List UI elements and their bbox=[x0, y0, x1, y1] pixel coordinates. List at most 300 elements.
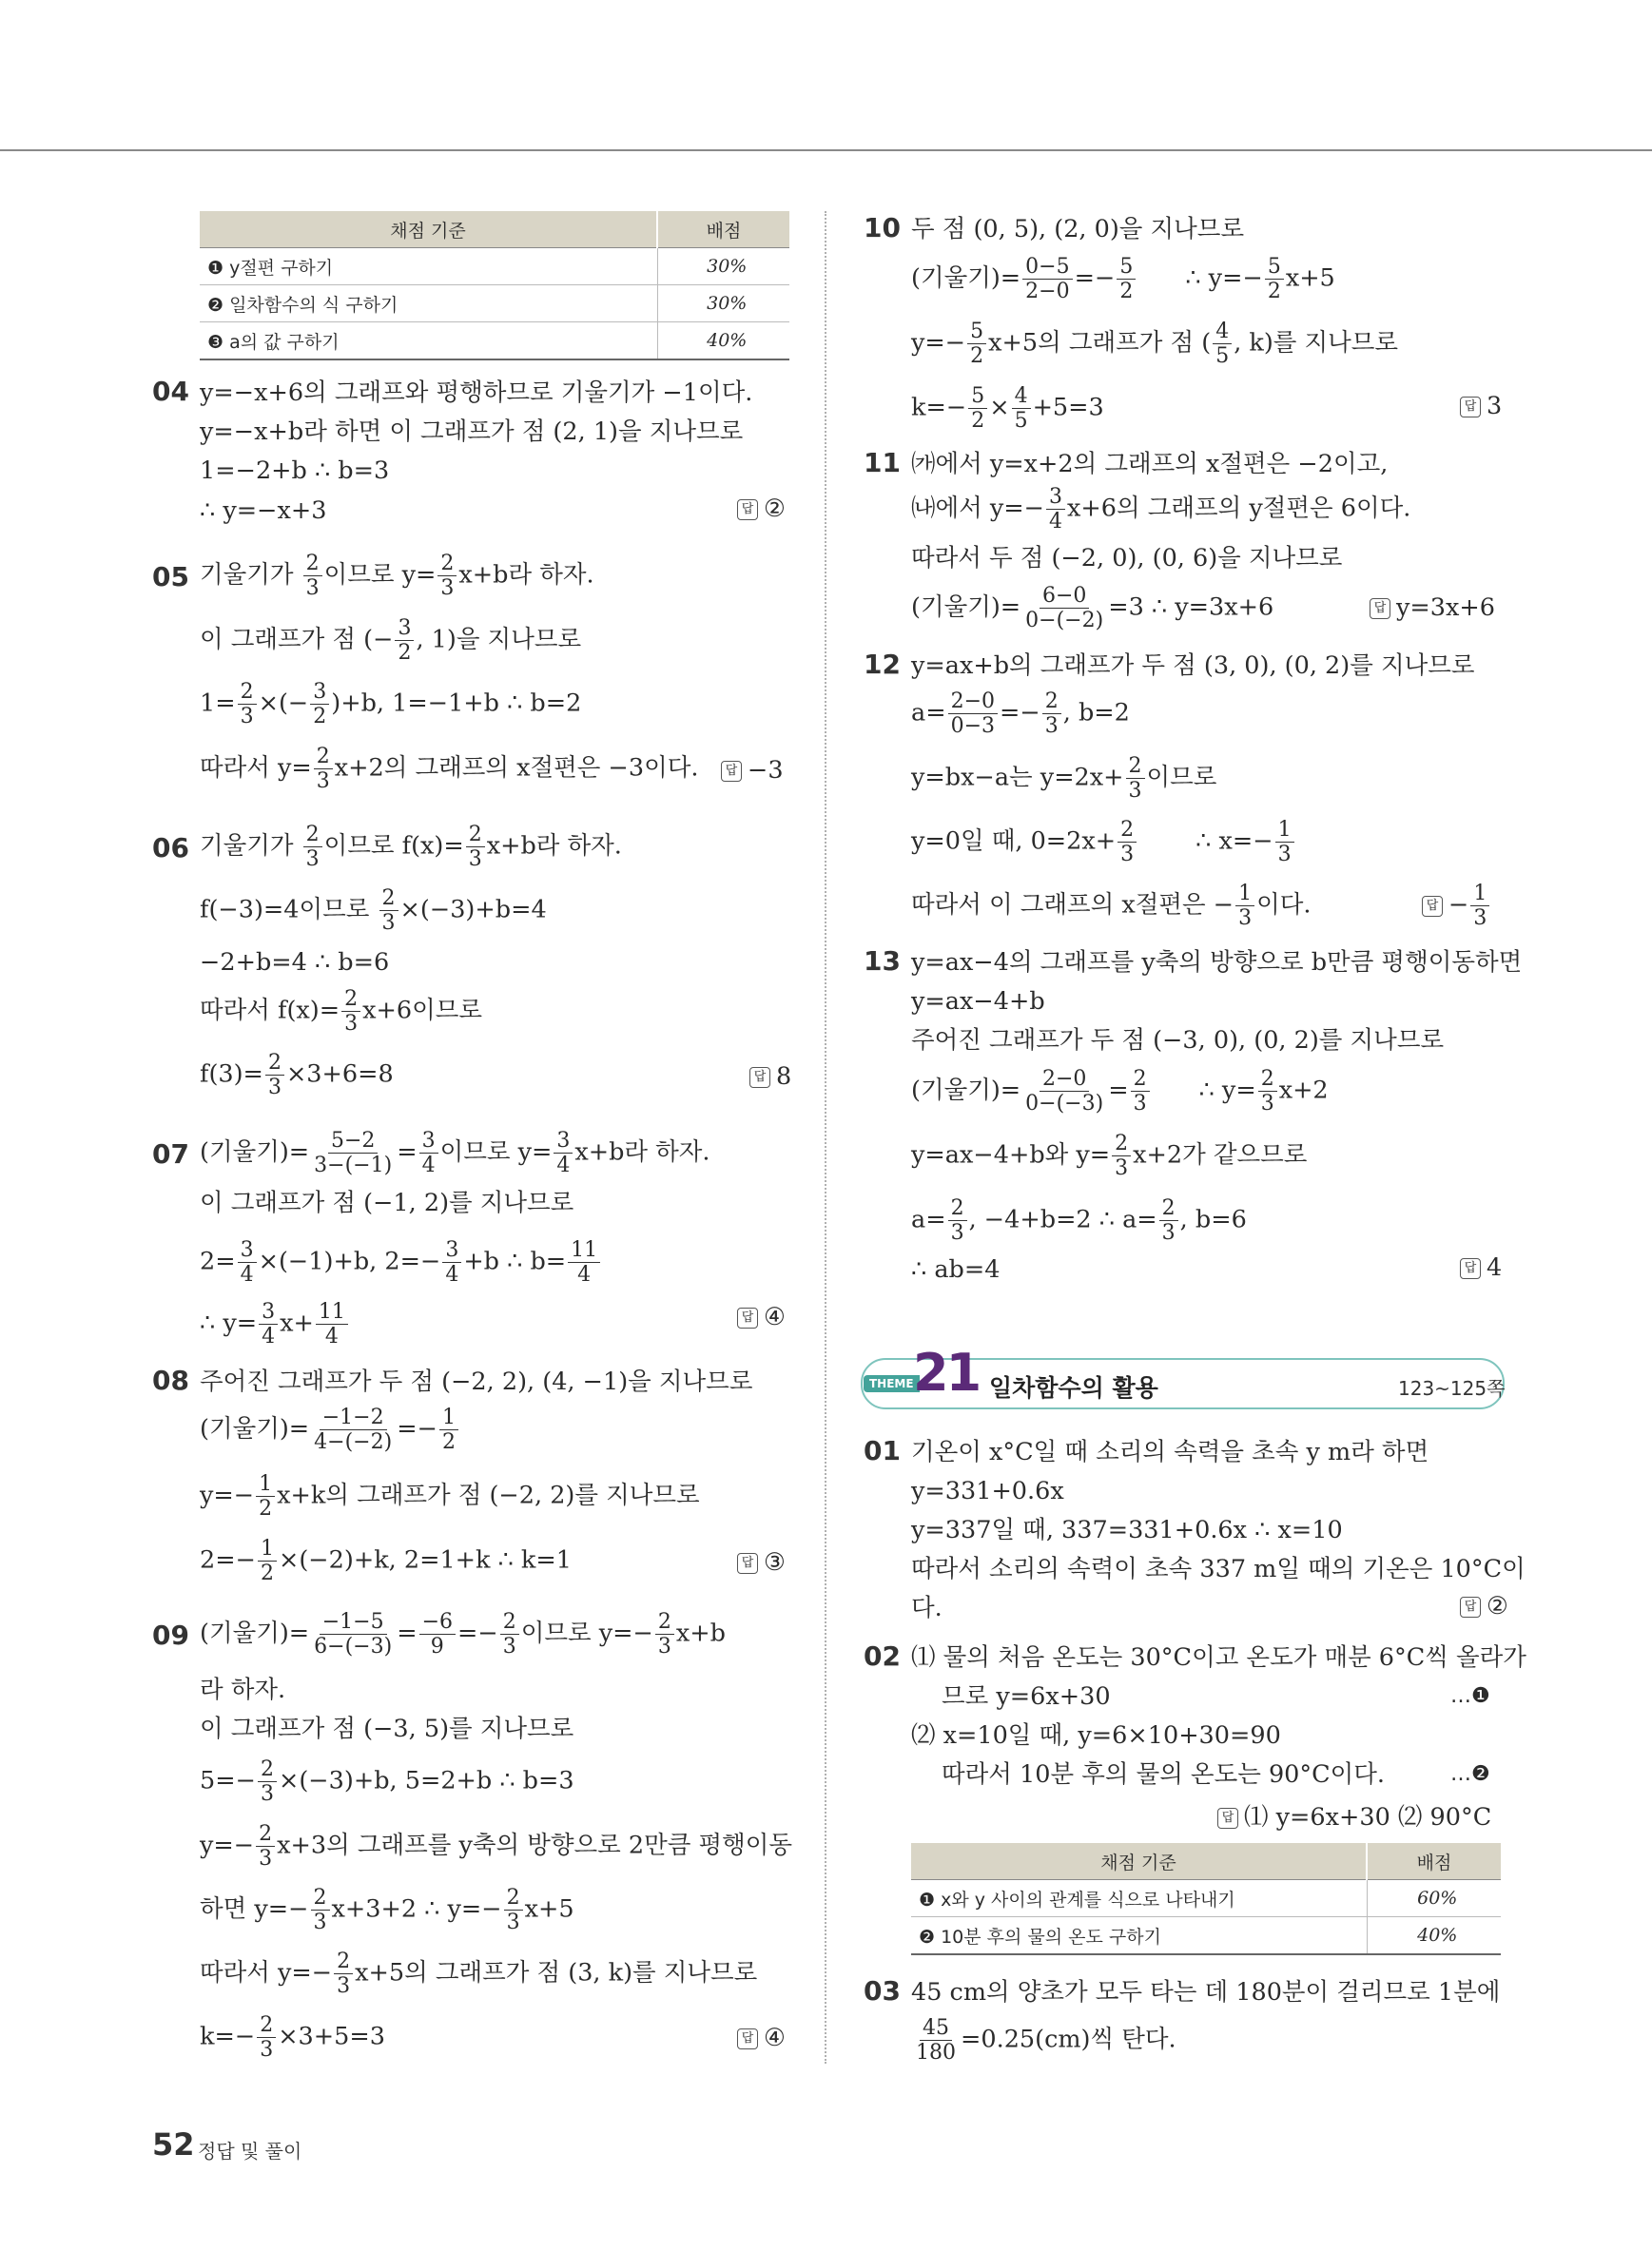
denominator: 4 bbox=[240, 1263, 254, 1287]
denominator: 0−3 bbox=[950, 714, 996, 738]
numerator: 3 bbox=[1046, 485, 1065, 510]
answer-value: y=3x+6 bbox=[1396, 593, 1495, 622]
fraction bbox=[439, 1406, 458, 1454]
solution-line: 이 그래프가 점 (−3, 5)를 지나므로 bbox=[200, 1715, 574, 1743]
answer bbox=[1422, 882, 1491, 930]
fraction bbox=[1235, 882, 1254, 930]
score-row-points: 30% bbox=[657, 285, 789, 322]
numerator: −1−2 bbox=[320, 1406, 387, 1430]
answer-value: ② bbox=[764, 495, 786, 523]
fraction bbox=[379, 886, 398, 935]
fraction bbox=[1112, 1132, 1131, 1180]
denominator: 3 bbox=[313, 1911, 327, 1934]
fraction bbox=[238, 1238, 257, 1287]
score-row-criteria: ❷ 10분 후의 물의 온도 구하기 bbox=[911, 1917, 1367, 1955]
fraction bbox=[265, 1051, 284, 1099]
solution-line bbox=[911, 384, 1104, 433]
fraction bbox=[1022, 1067, 1106, 1116]
numerator: 11 bbox=[568, 1238, 600, 1263]
answer bbox=[737, 1548, 786, 1577]
solution-line bbox=[911, 255, 1335, 303]
solution-line bbox=[200, 1886, 574, 1934]
solution-line bbox=[911, 1132, 1307, 1180]
denominator: 3 bbox=[1115, 1156, 1129, 1180]
answer-value: 3 bbox=[1487, 392, 1503, 420]
denominator: 3 bbox=[1473, 906, 1487, 930]
solution-line bbox=[200, 1537, 572, 1585]
solution-line: ∴ y=−x+3 bbox=[200, 496, 327, 525]
solution-line bbox=[911, 882, 1312, 930]
text: k=− bbox=[911, 393, 967, 422]
solution-line bbox=[200, 1950, 757, 1998]
numerator: 2 bbox=[466, 823, 485, 847]
fraction bbox=[256, 1822, 275, 1871]
answer-icon: 답 bbox=[721, 761, 742, 782]
text: (기울기)= bbox=[200, 1137, 310, 1167]
numerator: 3 bbox=[238, 1238, 257, 1263]
answer-icon: 답 bbox=[1460, 397, 1481, 417]
solution-line: 1=−2+b ∴ b=3 bbox=[200, 456, 390, 485]
solution-line bbox=[200, 1822, 792, 1871]
denominator: 0−(−3) bbox=[1025, 1092, 1104, 1116]
numerator: 1 bbox=[256, 1472, 275, 1497]
denominator: 4 bbox=[445, 1263, 459, 1287]
fraction bbox=[1258, 1067, 1277, 1116]
solution-line: ㈎에서 y=x+2의 그래프의 x절편은 −2이고, bbox=[911, 450, 1389, 478]
text: 따라서 y= bbox=[200, 753, 312, 783]
answer bbox=[1217, 1798, 1491, 1833]
text: 2= bbox=[200, 1247, 236, 1276]
theme-number: 21 bbox=[913, 1343, 980, 1403]
text: x+3의 그래프를 y축의 방향으로 2만큼 평행이동 bbox=[277, 1831, 793, 1860]
text: 이므로 y= bbox=[439, 1137, 553, 1167]
denominator: 4 bbox=[556, 1154, 571, 1177]
numerator: 2−0 bbox=[948, 689, 998, 714]
score-row-criteria: ❸ a의 값 구하기 bbox=[200, 322, 657, 360]
denominator: 3 bbox=[381, 911, 396, 935]
text: x+6의 그래프의 y절편은 6이다. bbox=[1067, 494, 1411, 523]
text: x+2가 같으므로 bbox=[1133, 1140, 1308, 1170]
solution-line bbox=[911, 320, 1398, 368]
theme-tag: THEME bbox=[864, 1375, 920, 1392]
problem-number: 13 bbox=[864, 945, 901, 977]
numerator: 5−2 bbox=[328, 1129, 378, 1154]
step-marker: …❷ bbox=[1450, 1762, 1490, 1786]
fraction bbox=[1126, 754, 1145, 803]
fraction bbox=[310, 680, 329, 728]
numerator: 1 bbox=[1275, 818, 1294, 843]
fraction bbox=[311, 1406, 395, 1454]
solution-line bbox=[911, 818, 1296, 866]
answer-icon: 답 bbox=[749, 1067, 770, 1088]
text: +b ∴ b= bbox=[463, 1247, 567, 1276]
solution-line bbox=[911, 1067, 1329, 1116]
score-row-criteria: ❶ x와 y 사이의 관계를 식으로 나타내기 bbox=[911, 1880, 1367, 1917]
problem-number: 05 bbox=[152, 561, 189, 592]
answer bbox=[1460, 1253, 1502, 1282]
solution-line bbox=[200, 1757, 574, 1806]
text: 이므로 f(x)= bbox=[323, 831, 464, 861]
solution-line: 이 그래프가 점 (−1, 2)를 지나므로 bbox=[200, 1189, 574, 1217]
text: ×(−2)+k, 2=1+k ∴ k=1 bbox=[278, 1545, 572, 1575]
fraction bbox=[257, 2013, 276, 2062]
text: 하면 y=− bbox=[200, 1894, 309, 1924]
answer-icon: 답 bbox=[737, 1553, 758, 1574]
numerator: 2 bbox=[500, 1610, 519, 1635]
fraction bbox=[316, 1300, 348, 1349]
answer bbox=[1460, 392, 1502, 420]
solution-line: y=331+0.6x bbox=[911, 1477, 1064, 1505]
score-header-criteria: 채점 기준 bbox=[911, 1843, 1367, 1880]
answer-value: ⑴ y=6x+30 ⑵ 90°C bbox=[1244, 1803, 1492, 1832]
denominator: 3−(−1) bbox=[314, 1154, 393, 1177]
solution-line: 다. bbox=[911, 1594, 943, 1622]
solution-line bbox=[200, 745, 698, 793]
denominator: 2 bbox=[1267, 280, 1281, 303]
numerator: 3 bbox=[259, 1300, 278, 1325]
fraction bbox=[500, 1610, 519, 1659]
fraction bbox=[1118, 818, 1137, 866]
solution-line: ⑵ x=10일 때, y=6×10+30=90 bbox=[911, 1721, 1281, 1750]
score-table-bottom bbox=[911, 1843, 1501, 1955]
numerator: 11 bbox=[316, 1300, 348, 1325]
numerator: −6 bbox=[419, 1610, 456, 1635]
solution-line: 45 cm의 양초가 모두 타는 데 180분이 걸리므로 1분에 bbox=[911, 1978, 1501, 2007]
problem-number: 04 bbox=[152, 376, 189, 407]
solution-line bbox=[200, 1300, 350, 1349]
text: , 1)을 지나므로 bbox=[416, 625, 582, 654]
answer bbox=[737, 1303, 786, 1331]
text: k=− bbox=[200, 2022, 256, 2051]
fraction bbox=[419, 1610, 456, 1659]
solution-line bbox=[911, 689, 1130, 738]
text: x+3+2 ∴ y=− bbox=[331, 1894, 502, 1924]
fraction bbox=[968, 384, 987, 433]
fraction bbox=[303, 823, 322, 871]
answer bbox=[737, 495, 786, 523]
solution-line: 라 하자. bbox=[200, 1676, 286, 1704]
denominator: 3 bbox=[502, 1635, 516, 1659]
fraction bbox=[1213, 320, 1232, 368]
solution-line bbox=[200, 1472, 700, 1521]
solution-line: y=ax−4+b bbox=[911, 987, 1045, 1016]
text: 2=− bbox=[200, 1545, 256, 1575]
answer-value: − bbox=[1448, 890, 1469, 920]
text: x+2 bbox=[1278, 1076, 1329, 1105]
answer bbox=[749, 1062, 791, 1091]
denominator: 4−(−2) bbox=[314, 1430, 393, 1454]
theme-title: 일차함수의 활용 bbox=[989, 1374, 1158, 1402]
text: 이므로 y=− bbox=[520, 1619, 653, 1648]
solution-line bbox=[911, 584, 1273, 632]
text: x+b라 하자. bbox=[574, 1137, 710, 1167]
fraction bbox=[967, 320, 986, 368]
fraction bbox=[948, 1196, 967, 1245]
denominator: 4 bbox=[324, 1325, 339, 1349]
denominator: 3 bbox=[950, 1221, 964, 1245]
problem-number: 08 bbox=[152, 1365, 189, 1396]
denominator: 3 bbox=[267, 1076, 282, 1099]
denominator: 2 bbox=[971, 409, 985, 433]
text: ×(−3)+b=4 bbox=[399, 895, 547, 924]
text: 기울기가 bbox=[200, 831, 301, 861]
numerator: 2 bbox=[256, 1822, 275, 1847]
text: 기울기가 bbox=[200, 560, 301, 590]
answer bbox=[737, 2024, 786, 2052]
denominator: 3 bbox=[240, 705, 254, 728]
fraction bbox=[311, 1129, 395, 1177]
solution-line bbox=[200, 552, 594, 600]
text: x+2의 그래프의 x절편은 −3이다. bbox=[334, 753, 699, 783]
footer-label: 정답 및 풀이 bbox=[198, 2140, 302, 2163]
text: (기울기)= bbox=[200, 1414, 310, 1444]
numerator: 45 bbox=[920, 2016, 952, 2041]
solution-line bbox=[200, 1406, 460, 1454]
text: f(3)= bbox=[200, 1059, 263, 1089]
numerator: 2 bbox=[1112, 1132, 1131, 1156]
denominator: 2 bbox=[970, 344, 984, 368]
fraction bbox=[311, 1610, 395, 1659]
solution-line: y=ax−4의 그래프를 y축의 방향으로 b만큼 평행이동하면 bbox=[911, 948, 1523, 977]
text: f(−3)=4이므로 bbox=[200, 895, 378, 924]
problem-number: 12 bbox=[864, 649, 901, 680]
numerator: 3 bbox=[442, 1238, 461, 1263]
denominator: 2 bbox=[313, 705, 327, 728]
solution-line: y=−x+6의 그래프와 평행하므로 기울기가 −1이다. bbox=[200, 378, 753, 407]
solution-line: y=−x+b라 하면 이 그래프가 점 (2, 1)을 지나므로 bbox=[200, 417, 744, 446]
denominator: 3 bbox=[657, 1635, 671, 1659]
answer bbox=[721, 756, 784, 785]
text: ∴ y= bbox=[200, 1309, 258, 1338]
denominator: 3 bbox=[1128, 779, 1142, 803]
denominator: 3 bbox=[260, 2038, 274, 2062]
text: a= bbox=[911, 698, 946, 728]
solution-line bbox=[911, 2016, 1176, 2065]
denominator: 3 bbox=[1044, 714, 1059, 738]
denominator: 3 bbox=[1120, 843, 1135, 866]
step-marker: …❶ bbox=[1450, 1684, 1490, 1708]
answer-icon: 답 bbox=[737, 499, 758, 520]
denominator: 3 bbox=[506, 1911, 520, 1934]
fraction bbox=[1022, 584, 1106, 632]
numerator: 2 bbox=[341, 987, 360, 1012]
text: y=0일 때, 0=2x+ bbox=[911, 826, 1117, 856]
answer-icon: 답 bbox=[1460, 1258, 1481, 1279]
numerator: 2 bbox=[1258, 1067, 1277, 1092]
fraction bbox=[303, 552, 322, 600]
page-number: 52 bbox=[152, 2126, 195, 2163]
solution-line: 따라서 두 점 (−2, 0), (0, 6)을 지나므로 bbox=[911, 544, 1343, 572]
answer-value: ③ bbox=[764, 1548, 786, 1577]
denominator: 3 bbox=[316, 769, 330, 793]
solution-line: ∴ ab=4 bbox=[911, 1255, 1001, 1284]
text: (기울기)= bbox=[200, 1619, 310, 1648]
column-divider bbox=[825, 211, 826, 2064]
fraction bbox=[568, 1238, 600, 1287]
numerator: 2 bbox=[1118, 818, 1137, 843]
numerator: 2 bbox=[1126, 754, 1145, 779]
answer bbox=[1370, 593, 1495, 622]
numerator: 5 bbox=[967, 320, 986, 344]
text: ×(− bbox=[258, 689, 309, 718]
text: 이다. bbox=[1256, 890, 1312, 920]
text: , −4+b=2 ∴ a= bbox=[968, 1205, 1157, 1234]
numerator: 2 bbox=[238, 680, 257, 705]
fraction bbox=[395, 616, 414, 665]
fraction bbox=[655, 1610, 674, 1659]
denominator: 5 bbox=[1014, 409, 1028, 433]
text: 따라서 f(x)= bbox=[200, 996, 340, 1025]
solution-line bbox=[200, 886, 547, 935]
denominator: 3 bbox=[440, 576, 455, 600]
text: (기울기)= bbox=[911, 592, 1021, 622]
text: 5=− bbox=[200, 1766, 256, 1795]
numerator: 4 bbox=[1012, 384, 1031, 409]
numerator: 3 bbox=[554, 1129, 573, 1154]
denominator: 3 bbox=[305, 847, 320, 871]
denominator: 4 bbox=[421, 1154, 436, 1177]
denominator: 3 bbox=[1133, 1092, 1147, 1116]
text: 1= bbox=[200, 689, 236, 718]
numerator: 2 bbox=[257, 2013, 276, 2038]
numerator: 2 bbox=[311, 1886, 330, 1911]
fraction bbox=[1131, 1067, 1150, 1116]
denominator: 3 bbox=[344, 1012, 359, 1036]
text: =− bbox=[1000, 698, 1040, 728]
numerator: 2 bbox=[948, 1196, 967, 1221]
text: y=− bbox=[200, 1831, 255, 1860]
answer-icon: 답 bbox=[1422, 896, 1443, 917]
solution-line bbox=[200, 2013, 385, 2062]
text: ×(−3)+b, 5=2+b ∴ b=3 bbox=[278, 1766, 574, 1795]
text: 따라서 y=− bbox=[200, 1958, 333, 1988]
text: 따라서 이 그래프의 x절편은 − bbox=[911, 890, 1234, 920]
fraction bbox=[504, 1886, 523, 1934]
denominator: 2 bbox=[441, 1430, 456, 1454]
solution-line: ⑴ 물의 처음 온도는 30°C이고 온도가 매분 6°C씩 올라가 bbox=[911, 1643, 1526, 1672]
solution-line bbox=[200, 1051, 394, 1099]
answer-value: −3 bbox=[748, 756, 784, 785]
solution-line bbox=[200, 680, 581, 728]
denominator: 180 bbox=[916, 2041, 956, 2065]
problem-number: 09 bbox=[152, 1620, 189, 1651]
text: (기울기)= bbox=[911, 263, 1021, 293]
numerator: 1 bbox=[258, 1537, 277, 1562]
denominator: 5 bbox=[1215, 344, 1230, 368]
text: =0.25(cm)씩 탄다. bbox=[961, 2025, 1176, 2054]
solution-line: 두 점 (0, 5), (2, 0)을 지나므로 bbox=[911, 215, 1245, 243]
numerator: 2 bbox=[379, 886, 398, 911]
denominator: 2 bbox=[1119, 280, 1134, 303]
fraction bbox=[913, 2016, 959, 2065]
text: = bbox=[1108, 1076, 1129, 1105]
problem-number: 06 bbox=[152, 832, 189, 864]
denominator: 3 bbox=[1260, 1092, 1274, 1116]
denominator: 0−(−2) bbox=[1025, 609, 1104, 632]
denominator: 2 bbox=[259, 1497, 273, 1521]
fraction bbox=[1117, 255, 1136, 303]
text: ㈏에서 y=− bbox=[911, 494, 1045, 523]
numerator: 3 bbox=[419, 1129, 438, 1154]
fraction bbox=[1470, 882, 1489, 930]
fraction bbox=[334, 1950, 353, 1998]
solution-line bbox=[911, 754, 1216, 803]
numerator: −1−5 bbox=[320, 1610, 387, 1635]
fraction bbox=[1159, 1196, 1178, 1245]
denominator: 4 bbox=[1049, 510, 1063, 534]
fraction bbox=[256, 1472, 275, 1521]
text: y=− bbox=[911, 328, 966, 358]
text: x+5 bbox=[524, 1894, 574, 1924]
numerator: 2−0 bbox=[1040, 1067, 1089, 1092]
text: =− bbox=[1074, 263, 1116, 293]
numerator: 0−5 bbox=[1022, 255, 1072, 280]
numerator: 5 bbox=[1265, 255, 1284, 280]
fraction bbox=[258, 1757, 277, 1806]
numerator: 2 bbox=[303, 552, 322, 576]
fraction bbox=[238, 680, 257, 728]
numerator: 3 bbox=[310, 680, 329, 705]
text: y=− bbox=[200, 1481, 255, 1510]
text: x+6이므로 bbox=[362, 996, 482, 1025]
text: )+b, 1=−1+b ∴ b=2 bbox=[331, 689, 582, 718]
denominator: 9 bbox=[430, 1635, 444, 1659]
denominator: 3 bbox=[259, 1847, 273, 1871]
denominator: 4 bbox=[577, 1263, 592, 1287]
text: = bbox=[397, 1619, 418, 1648]
text: x+5의 그래프가 점 ( bbox=[988, 328, 1212, 358]
denominator: 3 bbox=[468, 847, 482, 871]
fraction bbox=[1042, 689, 1061, 738]
fraction bbox=[1012, 384, 1031, 433]
numerator: 2 bbox=[1159, 1196, 1178, 1221]
text: =− bbox=[457, 1619, 498, 1648]
header-rule bbox=[0, 149, 1652, 151]
text: y=bx−a는 y=2x+ bbox=[911, 763, 1124, 792]
solution-line bbox=[911, 485, 1410, 534]
solution-line: y=337일 때, 337=331+0.6x ∴ x=10 bbox=[911, 1516, 1343, 1544]
answer-value: ② bbox=[1487, 1592, 1508, 1620]
text: ∴ y=− bbox=[1185, 263, 1263, 293]
numerator: 2 bbox=[258, 1757, 277, 1782]
fraction bbox=[259, 1300, 278, 1349]
text: x+5의 그래프가 점 (3, k)를 지나므로 bbox=[355, 1958, 758, 1988]
denominator: 3 bbox=[1277, 843, 1292, 866]
answer-value: 4 bbox=[1487, 1253, 1503, 1282]
score-header-criteria: 채점 기준 bbox=[200, 211, 657, 248]
fraction bbox=[554, 1129, 573, 1177]
numerator: 4 bbox=[1213, 320, 1232, 344]
denominator: 4 bbox=[262, 1325, 276, 1349]
text: x+ bbox=[280, 1309, 314, 1338]
text: ×3+6=8 bbox=[285, 1059, 394, 1089]
score-row-points: 40% bbox=[657, 322, 789, 360]
score-row-points: 60% bbox=[1367, 1880, 1501, 1917]
problem-number: 11 bbox=[864, 447, 901, 478]
fraction bbox=[314, 745, 333, 793]
denominator: 3 bbox=[1161, 1221, 1176, 1245]
numerator: 2 bbox=[265, 1051, 284, 1076]
numerator: 2 bbox=[314, 745, 333, 769]
numerator: 2 bbox=[334, 1950, 353, 1974]
score-row-criteria: ❷ 일차함수의 식 구하기 bbox=[200, 285, 657, 322]
text: +5=3 bbox=[1032, 393, 1104, 422]
text: 이므로 bbox=[1146, 763, 1217, 792]
text: ∴ y= bbox=[1198, 1076, 1256, 1105]
denominator: 2 bbox=[398, 641, 412, 665]
text: x+b라 하자. bbox=[486, 831, 622, 861]
problem-number: 01 bbox=[864, 1435, 901, 1466]
